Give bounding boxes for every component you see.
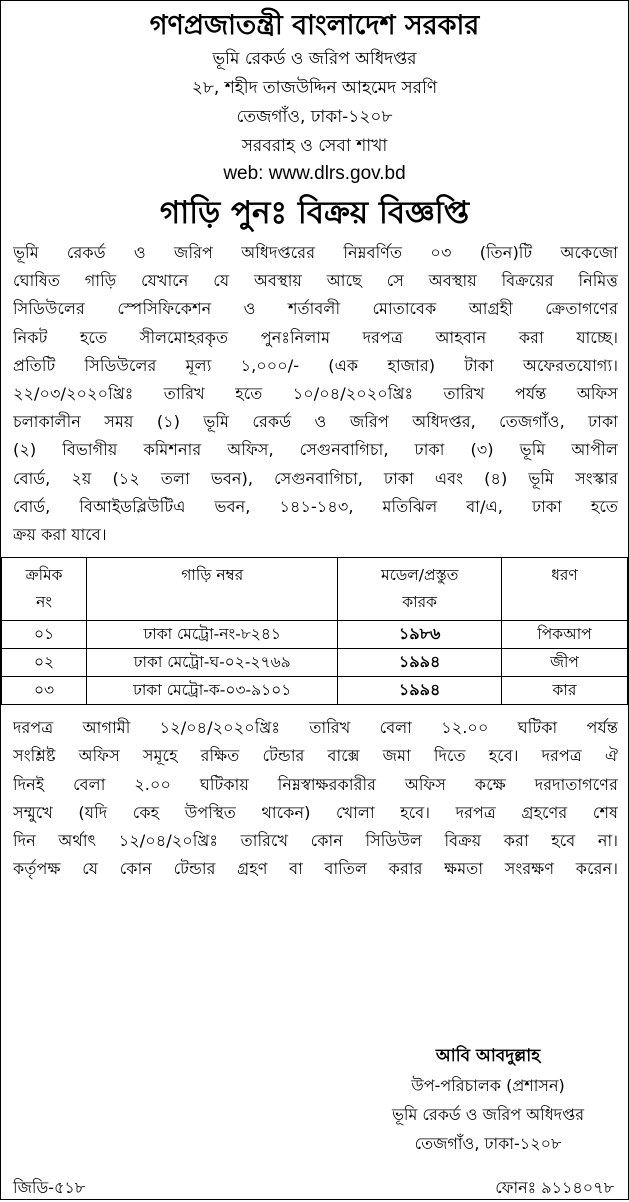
serial-cell: ০২ [2,649,87,677]
model-cell: ১৯৮৬ [338,621,502,649]
intro-line: বোর্ড, ২য় (১২ তলা ভবন), সেগুনবাগিচা, ঢাকা এবং (৪) ভূমি সংস্কার [13,468,618,488]
type-header: ধরণ [501,558,627,621]
intro-line: ক্রয় করা যাবে। [13,525,107,545]
serial-header [2,558,87,621]
model-header-line2: কারক [402,593,438,612]
type-cell: জীপ [501,649,627,677]
intro-line: ২২/০৩/২০২০খ্রিঃ তারিখ হতে ১০/০৪/২০২০খ্রিঃ তারিখ পর্যন্ত অফিস [13,384,618,404]
closing-line: কর্তৃপক্ষ যে কোন টেন্ডার গ্রহণ বা বাতিল করার ক্ষমতা সংরক্ষণ করেন। [13,859,618,879]
intro-line: নিকট হতে সীলমোহরকৃত পুনঃনিলাম দরপত্র আহবান করা যাচ্ছে। [13,327,618,347]
closing-line: সংশ্লিষ্ট অফিস সমূহে রক্ষিত টেন্ডার বাক্সে জমা দিতে হবে। দরপত্র ঐ [13,746,618,766]
vehicle-number-header: গাড়ি নম্বর [87,558,338,621]
model-cell: ১৯৯৪ [338,649,502,677]
signatory-name: আবি আবদুল্লাহ [435,1046,541,1066]
intro-paragraph [1,239,628,549]
address-line-1: ২৮, শহীদ তাজউদ্দিন আহমেদ সরণি [191,78,438,98]
type-cell: কার [501,677,627,705]
closing-paragraph [1,714,628,883]
type-cell: পিকআপ [501,621,627,649]
vehicle-cell: ঢাকা মেট্রো-ঘ-০২-২৭৬৯ [87,649,338,677]
model-cell: ১৯৯৪ [338,677,502,705]
serial-header-line2: নং [36,593,53,612]
gd-number: জিডি-৫১৮ [13,1178,86,1197]
intro-line: (২) বিভাগীয় কমিশনার অফিস, সেগুনবাগিচা, ঢাকা (৩) ভূমি আপীল [13,440,618,460]
closing-line: দিন অর্থাৎ ১২/০৪/২০খ্রিঃ তারিখে কোন সিডিউল বিক্রয় করা হবে না। [13,831,618,851]
table-row [2,677,628,705]
government-title: গণপ্রজাতন্ত্রী বাংলাদেশ সরকার [149,10,480,41]
department-name: ভূমি রেকর্ড ও জরিপ অধিদপ্তর [212,49,417,69]
serial-cell: ০১ [2,621,87,649]
vehicle-table [1,557,628,705]
model-header [338,558,502,621]
website-link[interactable]: web: www.dlrs.gov.bd [223,163,406,184]
vehicle-cell: ঢাকা মেট্রো-ক-০৩-৯১০১ [87,677,338,705]
signatory-office: ভূমি রেকর্ড ও জরিপ অধিদপ্তর [391,1105,585,1124]
signatory-location: তেজগাঁও, ঢাকা-১২০৮ [414,1134,562,1153]
notice-title: গাড়ি পুনঃ বিক্রয় বিজ্ঞপ্তি [159,195,470,231]
closing-line: সম্মুখে (যদি কেহ উপস্থিত থাকেন) খোলা হবে। দরপত্র গ্রহণের শেষ [13,802,618,822]
serial-cell: ০৩ [2,677,87,705]
table-row [2,649,628,677]
table-row [2,621,628,649]
header [1,1,628,235]
signature-block [368,1041,608,1158]
intro-line: ঘোষিত গাড়ি যেখানে যে অবস্থায় আছে সে অবস্থায় বিক্রয়ের নিমিত্ত [13,271,618,291]
phone-number: ফোনঃ ৯১১৪০৭৮ [495,1178,614,1197]
branch-name: সরবরাহ ও সেবা শাখা [241,136,388,156]
signatory-designation: উপ-পরিচালক (প্রশাসন) [411,1076,565,1095]
intro-line: চলাকালীন সময় (১) ভূমি রেকর্ড ও জরিপ অধিদপ্তর, তেজগাঁও, ঢাকা [13,412,618,432]
intro-line: প্রতিটি সিডিউলের মূল্য ১,০০০/- (এক হাজার) টাকা অফেরতযোগ্য। [13,355,618,375]
address-line-2: তেজগাঁও, ঢাকা-১২০৮ [236,107,393,127]
model-header-line1: মডেল/প্রস্তুত [380,566,459,585]
intro-line: সিডিউলের স্পেসিফিকেশন ও শর্তাবলী মোতাবেক আগ্রহী ক্রেতাগণের [13,299,618,319]
intro-line: বোর্ড, বিআইডব্লিউটিএ ভবন, ১৪১-১৪৩, মতিঝিল বা/এ, ঢাকা হতে [13,496,618,516]
intro-line: ভূমি রেকর্ড ও জরিপ অধিদপ্তরের নিম্নবর্ণিত ০৩ (তিন)টি অকেজো [13,243,618,262]
vehicle-cell: ঢাকা মেট্রো-নং-৮২৪১ [87,621,338,649]
closing-line: দিনই বেলা ২.০০ ঘটিকায় নিম্নস্বাক্ষরকারীর অফিস কক্ষে দরদাতাগণের [13,774,618,794]
closing-line: দরপত্র আগামী ১২/০৪/২০২০খ্রিঃ তারিখ বেলা ১২.০০ ঘটিকা পর্যন্ত [13,718,618,738]
serial-header-line1: ক্রমিক [25,566,63,585]
table-header-row [2,558,628,621]
